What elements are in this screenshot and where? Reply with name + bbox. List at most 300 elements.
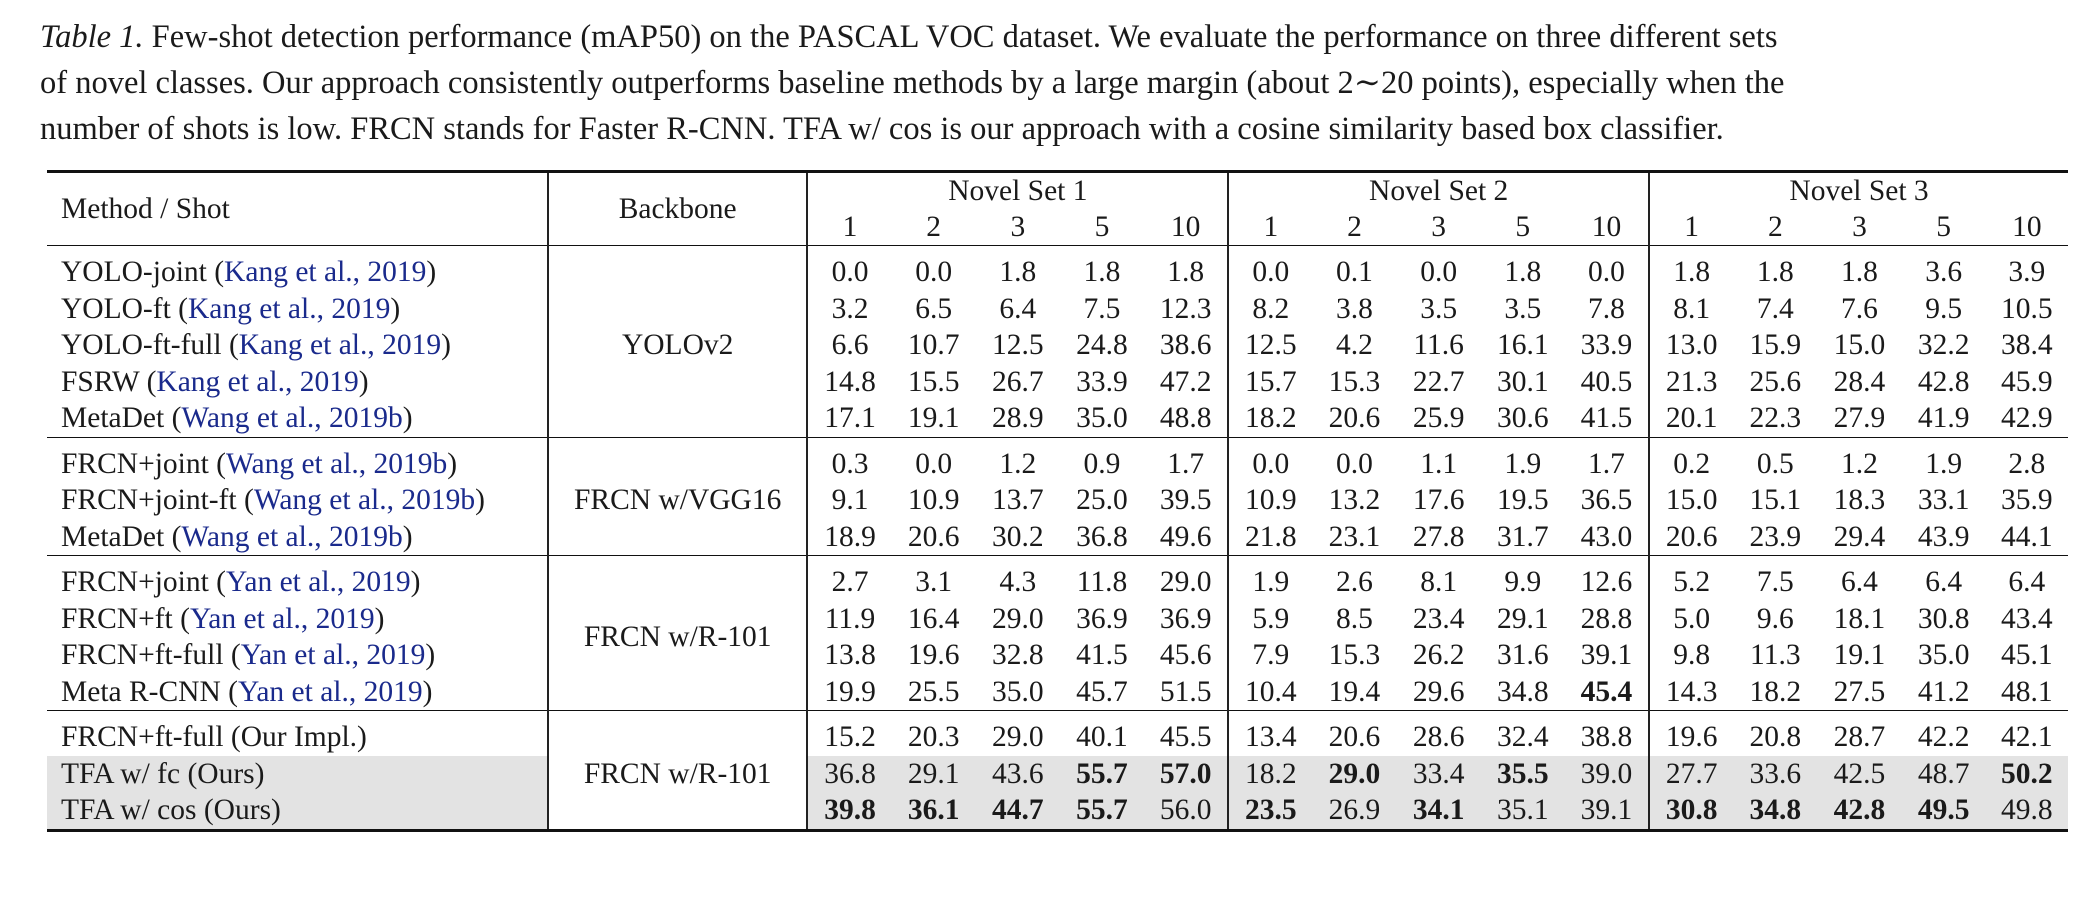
- value-cell: 11.9: [824, 602, 876, 635]
- value-cell: 4.2: [1336, 329, 1373, 361]
- value-cell: 1.8: [999, 256, 1037, 288]
- shot-header: 5: [1936, 211, 1951, 243]
- value-cell: 41.5: [1565, 400, 1649, 437]
- separator-cell: [892, 246, 976, 255]
- method-name: FRCN+ft: [61, 602, 173, 635]
- value-cell: 0.0: [831, 256, 869, 288]
- value-cell: 11.6: [1413, 329, 1464, 361]
- value-cell: 10.4: [1245, 675, 1297, 708]
- value-cell: 12.5: [1245, 329, 1297, 361]
- shot-header: 10: [2012, 211, 2042, 243]
- value-cell: 33.9: [1076, 365, 1128, 398]
- value-cell: 36.1: [892, 792, 976, 830]
- backbone-cell: YOLOv2: [548, 254, 807, 437]
- novel-set-header: Novel Set 1: [807, 172, 1228, 210]
- value-cell: 16.4: [907, 602, 960, 635]
- citation-link: Kang et al., 2019: [238, 329, 442, 361]
- value-cell: 33.4: [1397, 756, 1481, 793]
- value-cell: 20.1: [1665, 402, 1718, 434]
- table-row: [47, 291, 2068, 328]
- separator-cell: [1649, 437, 1733, 446]
- value-cell: 27.5: [1833, 675, 1886, 708]
- value-cell: 42.5: [1817, 756, 1901, 793]
- value-cell: 1.8: [1144, 254, 1228, 291]
- value-cell: 42.8: [1817, 792, 1901, 830]
- value-cell: 13.2: [1328, 484, 1381, 516]
- value-cell: 33.6: [1733, 756, 1817, 793]
- separator-cell: [1481, 556, 1565, 565]
- value-cell: 32.2: [1917, 329, 1970, 361]
- value-cell: 8.1: [1420, 566, 1458, 598]
- value-cell: 2.7: [831, 566, 869, 598]
- value-cell: 6.5: [915, 292, 953, 325]
- value-cell: 44.1: [2001, 520, 2053, 553]
- value-cell: 43.4: [2001, 602, 2053, 635]
- value-cell: 55.7: [1060, 756, 1144, 793]
- method-cell: Meta R-CNN (Yan et al., 2019): [47, 674, 548, 711]
- value-cell: 7.6: [1841, 292, 1878, 325]
- value-cell: 12.6: [1565, 564, 1649, 601]
- value-cell: 6.4: [999, 292, 1037, 325]
- separator-cell: [1986, 437, 2068, 446]
- value-cell: 5.0: [1673, 602, 1711, 635]
- value-cell: 49.5: [1902, 792, 1986, 830]
- citation-link: Yan et al., 2019: [237, 675, 423, 708]
- shot-header: 5: [1094, 211, 1110, 243]
- table-row: [47, 719, 2068, 756]
- value-cell: 15.7: [1245, 365, 1297, 398]
- shot-header: 3: [1010, 211, 1026, 243]
- group-separator: [47, 437, 2068, 446]
- group-separator: [47, 556, 2068, 565]
- value-cell: 43.6: [976, 756, 1060, 793]
- value-cell: 3.9: [2008, 256, 2046, 288]
- value-cell: 48.1: [2001, 675, 2053, 708]
- value-cell: 45.7: [1076, 675, 1128, 708]
- separator-cell: [548, 246, 807, 255]
- value-cell: 19.5: [1496, 484, 1549, 516]
- results-table-container: [47, 170, 2068, 832]
- value-cell: 39.0: [1565, 756, 1649, 793]
- separator-cell: [47, 437, 548, 446]
- novel-set-header: Novel Set 3: [1789, 175, 1929, 207]
- value-cell: 50.2: [1986, 756, 2068, 793]
- method-cell: [47, 756, 548, 793]
- value-cell: 28.9: [992, 402, 1044, 434]
- separator-cell: [1565, 711, 1649, 720]
- separator-cell: [1986, 556, 2068, 565]
- value-cell: 22.3: [1749, 402, 1802, 434]
- value-cell: 15.1: [1749, 484, 1802, 516]
- separator-cell: [807, 246, 891, 255]
- value-cell: 0.0: [915, 256, 953, 288]
- value-cell: 1.9: [1925, 447, 1963, 480]
- separator-cell: [1902, 711, 1986, 720]
- value-cell: 39.1: [1565, 637, 1649, 674]
- value-cell: 0.0: [1252, 447, 1290, 480]
- method-name: FRCN+ft-full (Our Impl.): [61, 721, 367, 753]
- value-cell: 38.4: [2001, 329, 2053, 361]
- value-cell: 17.6: [1412, 484, 1465, 516]
- separator-cell: [1312, 711, 1396, 720]
- backbone-cell: FRCN w/R-101: [548, 564, 807, 711]
- method-name: FRCN+joint-ft: [61, 484, 237, 516]
- value-cell: 10.7: [907, 329, 960, 361]
- value-cell: 14.3: [1665, 675, 1718, 708]
- shot-header: 10: [1144, 209, 1228, 246]
- value-cell: 55.7: [1060, 792, 1144, 830]
- value-cell: 35.0: [1076, 402, 1128, 434]
- value-cell: 40.5: [1565, 364, 1649, 401]
- method-cell: [47, 719, 548, 756]
- value-cell: 9.8: [1673, 639, 1711, 671]
- value-cell: 29.0: [992, 721, 1044, 753]
- value-cell: 21.3: [1665, 365, 1718, 398]
- value-cell: 0.0: [1252, 256, 1290, 288]
- value-cell: 4.3: [999, 566, 1037, 598]
- value-cell: 14.8: [824, 365, 876, 398]
- value-cell: 0.0: [1565, 254, 1649, 291]
- method-name: FRCN+joint: [61, 566, 209, 598]
- value-cell: 32.4: [1496, 721, 1549, 753]
- value-cell: 10.9: [907, 484, 960, 516]
- value-cell: 33.1: [1917, 484, 1970, 516]
- caption-line-1: Few-shot detection performance (mAP50) on the PASCAL VOC dataset. We evaluate the performance on three different sets: [151, 19, 1778, 55]
- separator-cell: [1060, 246, 1144, 255]
- method-name: YOLO-ft: [61, 292, 171, 325]
- separator-cell: [1228, 556, 1312, 565]
- value-cell: 36.5: [1565, 482, 1649, 519]
- method-cell: FRCN+joint-ft (Wang et al., 2019b): [47, 482, 548, 519]
- shot-header: 3: [1431, 211, 1447, 243]
- value-cell: 19.9: [824, 675, 876, 708]
- value-cell: 26.7: [992, 365, 1044, 398]
- separator-cell: [807, 711, 891, 720]
- value-cell: 43.9: [1917, 520, 1970, 553]
- value-cell: 0.0: [1336, 447, 1373, 480]
- value-cell: 1.1: [1420, 447, 1458, 480]
- separator-cell: [1986, 711, 2068, 720]
- value-cell: 1.8: [1673, 256, 1711, 288]
- value-cell: 15.3: [1328, 639, 1381, 671]
- method-name: YOLO-joint: [61, 256, 207, 288]
- table-row: [47, 327, 2068, 364]
- shot-header: 2: [1347, 211, 1362, 243]
- value-cell: 1.9: [1252, 566, 1290, 598]
- separator-cell: [976, 437, 1060, 446]
- value-cell: 45.5: [1144, 719, 1228, 756]
- separator-cell: [1565, 556, 1649, 565]
- separator-cell: [1817, 556, 1901, 565]
- separator-cell: [1733, 556, 1817, 565]
- value-cell: 6.4: [1841, 566, 1878, 598]
- separator-cell: [1397, 711, 1481, 720]
- method-cell: MetaDet (Wang et al., 2019b): [47, 519, 548, 556]
- separator-cell: [1733, 711, 1817, 720]
- table-row: [47, 446, 2068, 483]
- value-cell: 20.6: [907, 520, 960, 553]
- method-cell: YOLO-joint (Kang et al., 2019): [47, 254, 548, 291]
- value-cell: 7.9: [1252, 639, 1290, 671]
- separator-cell: [1649, 556, 1733, 565]
- value-cell: 11.3: [1750, 639, 1801, 671]
- value-cell: 1.2: [1841, 447, 1878, 480]
- separator-cell: [892, 711, 976, 720]
- method-name: MetaDet: [61, 520, 165, 553]
- value-cell: 34.8: [1733, 792, 1817, 830]
- value-cell: 42.8: [1917, 365, 1970, 398]
- value-cell: 45.9: [2001, 365, 2053, 398]
- value-cell: 42.2: [1917, 721, 1970, 753]
- value-cell: 40.1: [1076, 721, 1128, 753]
- value-cell: 1.7: [1144, 446, 1228, 483]
- value-cell: 7.5: [1756, 566, 1794, 598]
- value-cell: 49.6: [1144, 519, 1228, 556]
- separator-cell: [1060, 711, 1144, 720]
- method-cell: FRCN+ft-full (Yan et al., 2019): [47, 637, 548, 674]
- separator-cell: [1397, 246, 1481, 255]
- shot-header: 2: [926, 211, 942, 243]
- table-caption: [40, 14, 2070, 152]
- separator-cell: [807, 556, 891, 565]
- backbone-cell: FRCN w/VGG16: [548, 446, 807, 556]
- method-cell: FRCN+joint (Yan et al., 2019): [47, 564, 548, 601]
- table-row: [47, 400, 2068, 437]
- separator-cell: [1144, 246, 1228, 255]
- value-cell: 0.5: [1756, 447, 1794, 480]
- value-cell: 5.9: [1252, 602, 1290, 635]
- value-cell: 45.4: [1565, 674, 1649, 711]
- value-cell: 7.4: [1756, 292, 1794, 325]
- separator-cell: [976, 246, 1060, 255]
- value-cell: 48.8: [1144, 400, 1228, 437]
- shot-header: 10: [1565, 209, 1649, 246]
- value-cell: 15.3: [1328, 365, 1381, 398]
- value-cell: 30.8: [1917, 602, 1970, 635]
- separator-cell: [47, 246, 548, 255]
- value-cell: 39.5: [1144, 482, 1228, 519]
- separator-cell: [1228, 437, 1312, 446]
- separator-cell: [1565, 246, 1649, 255]
- value-cell: 13.8: [824, 639, 876, 671]
- shot-header: 2: [1767, 211, 1783, 243]
- value-cell: 19.1: [907, 402, 960, 434]
- separator-cell: [892, 437, 976, 446]
- value-cell: 41.5: [1076, 639, 1128, 671]
- separator-cell: [1481, 246, 1565, 255]
- separator-cell: [47, 556, 548, 565]
- value-cell: 18.2: [1749, 675, 1802, 708]
- value-cell: 8.5: [1336, 602, 1373, 635]
- citation-link: Wang et al., 2019b: [226, 447, 448, 480]
- value-cell: 16.1: [1496, 329, 1549, 361]
- shot-header: 5: [1515, 211, 1531, 243]
- value-cell: 45.6: [1144, 637, 1228, 674]
- citation-link: Wang et al., 2019b: [253, 484, 476, 516]
- value-cell: 31.7: [1496, 520, 1549, 553]
- value-cell: 8.1: [1673, 292, 1711, 325]
- value-cell: 12.5: [992, 329, 1044, 361]
- value-cell: 23.4: [1412, 602, 1465, 635]
- value-cell: 43.0: [1565, 519, 1649, 556]
- value-cell: 28.8: [1565, 601, 1649, 638]
- value-cell: 48.7: [1902, 756, 1986, 793]
- method-shot-header: Method / Shot: [47, 172, 548, 246]
- value-cell: 12.3: [1144, 291, 1228, 328]
- value-cell: 29.1: [892, 756, 976, 793]
- value-cell: 28.4: [1833, 365, 1886, 398]
- value-cell: 0.1: [1336, 256, 1373, 288]
- value-cell: 15.9: [1749, 329, 1802, 361]
- table-row: [47, 364, 2068, 401]
- value-cell: 35.1: [1481, 792, 1565, 830]
- separator-cell: [1397, 556, 1481, 565]
- separator-cell: [1902, 246, 1986, 255]
- value-cell: 27.9: [1833, 402, 1886, 434]
- value-cell: 28.7: [1833, 721, 1886, 753]
- value-cell: 9.6: [1756, 602, 1794, 635]
- separator-cell: [1144, 556, 1228, 565]
- value-cell: 31.6: [1496, 639, 1549, 671]
- value-cell: 9.5: [1925, 292, 1963, 325]
- value-cell: 36.9: [1076, 602, 1128, 635]
- value-cell: 25.9: [1412, 402, 1465, 434]
- value-cell: 7.5: [1083, 292, 1121, 325]
- value-cell: 56.0: [1144, 792, 1228, 830]
- value-cell: 30.6: [1496, 402, 1549, 434]
- value-cell: 3.5: [1420, 292, 1458, 325]
- separator-cell: [1312, 556, 1396, 565]
- value-cell: 18.2: [1228, 756, 1312, 793]
- value-cell: 20.8: [1749, 721, 1802, 753]
- value-cell: 25.0: [1076, 484, 1128, 516]
- value-cell: 26.2: [1412, 639, 1465, 671]
- value-cell: 18.2: [1245, 402, 1297, 434]
- separator-cell: [1817, 246, 1901, 255]
- value-cell: 35.0: [992, 675, 1044, 708]
- value-cell: 20.6: [1665, 520, 1718, 553]
- value-cell: 1.9: [1504, 447, 1542, 480]
- separator-cell: [1228, 246, 1312, 255]
- separator-cell: [1649, 711, 1733, 720]
- value-cell: 0.3: [831, 447, 869, 480]
- value-cell: 19.6: [1665, 721, 1718, 753]
- value-cell: 57.0: [1144, 756, 1228, 793]
- citation-link: Yan et al., 2019: [226, 566, 411, 598]
- value-cell: 38.8: [1565, 719, 1649, 756]
- citation-link: Kang et al., 2019: [224, 256, 427, 288]
- value-cell: 29.6: [1412, 675, 1465, 708]
- separator-cell: [1312, 246, 1396, 255]
- separator-cell: [1817, 437, 1901, 446]
- value-cell: 23.5: [1228, 792, 1312, 830]
- separator-cell: [1060, 437, 1144, 446]
- separator-cell: [1986, 246, 2068, 255]
- value-cell: 21.8: [1245, 520, 1297, 553]
- value-cell: 36.9: [1144, 601, 1228, 638]
- separator-cell: [47, 711, 548, 720]
- method-name: FSRW: [61, 365, 140, 398]
- value-cell: 19.6: [907, 639, 960, 671]
- value-cell: 22.7: [1412, 365, 1465, 398]
- method-name: TFA w/ cos (Ours): [61, 794, 281, 826]
- method-name: FRCN+joint: [61, 447, 209, 480]
- citation-link: Yan et al., 2019: [189, 602, 375, 635]
- value-cell: 6.4: [2008, 566, 2046, 598]
- method-cell: FRCN+joint (Wang et al., 2019b): [47, 446, 548, 483]
- value-cell: 15.0: [1833, 329, 1886, 361]
- separator-cell: [976, 711, 1060, 720]
- value-cell: 18.9: [824, 520, 876, 553]
- shot-header: 3: [1852, 211, 1867, 243]
- citation-link: Kang et al., 2019: [187, 292, 391, 325]
- method-name: MetaDet: [61, 402, 165, 434]
- value-cell: 1.8: [1083, 256, 1121, 288]
- value-cell: 1.8: [1504, 256, 1542, 288]
- backbone-header: Backbone: [548, 172, 807, 246]
- value-cell: 7.8: [1565, 291, 1649, 328]
- value-cell: 3.8: [1336, 292, 1373, 325]
- value-cell: 28.6: [1412, 721, 1465, 753]
- value-cell: 9.1: [831, 484, 869, 516]
- novel-set-header: Novel Set 2: [1228, 172, 1649, 210]
- method-name: TFA w/ fc (Ours): [61, 757, 265, 790]
- value-cell: 41.9: [1917, 402, 1970, 434]
- value-cell: 20.6: [1328, 402, 1381, 434]
- value-cell: 18.1: [1833, 602, 1886, 635]
- citation-link: Wang et al., 2019b: [181, 520, 403, 553]
- value-cell: 20.6: [1328, 721, 1381, 753]
- value-cell: 10.9: [1245, 484, 1297, 516]
- value-cell: 6.4: [1925, 566, 1963, 598]
- value-cell: 27.7: [1649, 756, 1733, 793]
- method-name: Meta R-CNN: [61, 675, 221, 708]
- table-row: [47, 564, 2068, 601]
- table-row: [47, 482, 2068, 519]
- citation-link: Kang et al., 2019: [156, 365, 359, 398]
- separator-cell: [1565, 437, 1649, 446]
- value-cell: 1.2: [999, 447, 1037, 480]
- value-cell: 42.9: [2001, 402, 2053, 434]
- value-cell: 25.6: [1749, 365, 1802, 398]
- separator-cell: [1144, 437, 1228, 446]
- citation-link: Yan et al., 2019: [240, 639, 426, 671]
- value-cell: 30.8: [1649, 792, 1733, 830]
- shot-header: 1: [1684, 211, 1700, 243]
- separator-cell: [1902, 437, 1986, 446]
- method-cell: YOLO-ft-full (Kang et al., 2019): [47, 327, 548, 364]
- value-cell: 47.2: [1144, 364, 1228, 401]
- value-cell: 35.9: [2001, 484, 2053, 516]
- value-cell: 0.2: [1673, 447, 1711, 480]
- value-cell: 11.8: [1076, 566, 1128, 598]
- separator-cell: [1733, 246, 1817, 255]
- table-row: [47, 674, 2068, 711]
- header-row-sets: [47, 172, 2068, 210]
- caption-line-3: number of shots is low. FRCN stands for Faster R-CNN. TFA w/ cos is our approach with a cosine similarity based box classifier.: [40, 111, 1724, 147]
- value-cell: 36.8: [1076, 520, 1128, 553]
- value-cell: 29.0: [992, 602, 1044, 635]
- separator-cell: [976, 556, 1060, 565]
- value-cell: 2.6: [1336, 566, 1373, 598]
- value-cell: 0.9: [1083, 447, 1121, 480]
- caption-line-2: of novel classes. Our approach consistently outperforms baseline methods by a large margin (about 2∼20 points), especially when the: [40, 65, 1785, 101]
- value-cell: 1.8: [1756, 256, 1794, 288]
- value-cell: 45.1: [2001, 639, 2053, 671]
- value-cell: 42.1: [2001, 721, 2053, 753]
- separator-cell: [1144, 711, 1228, 720]
- caption-label: Table 1.: [40, 19, 144, 55]
